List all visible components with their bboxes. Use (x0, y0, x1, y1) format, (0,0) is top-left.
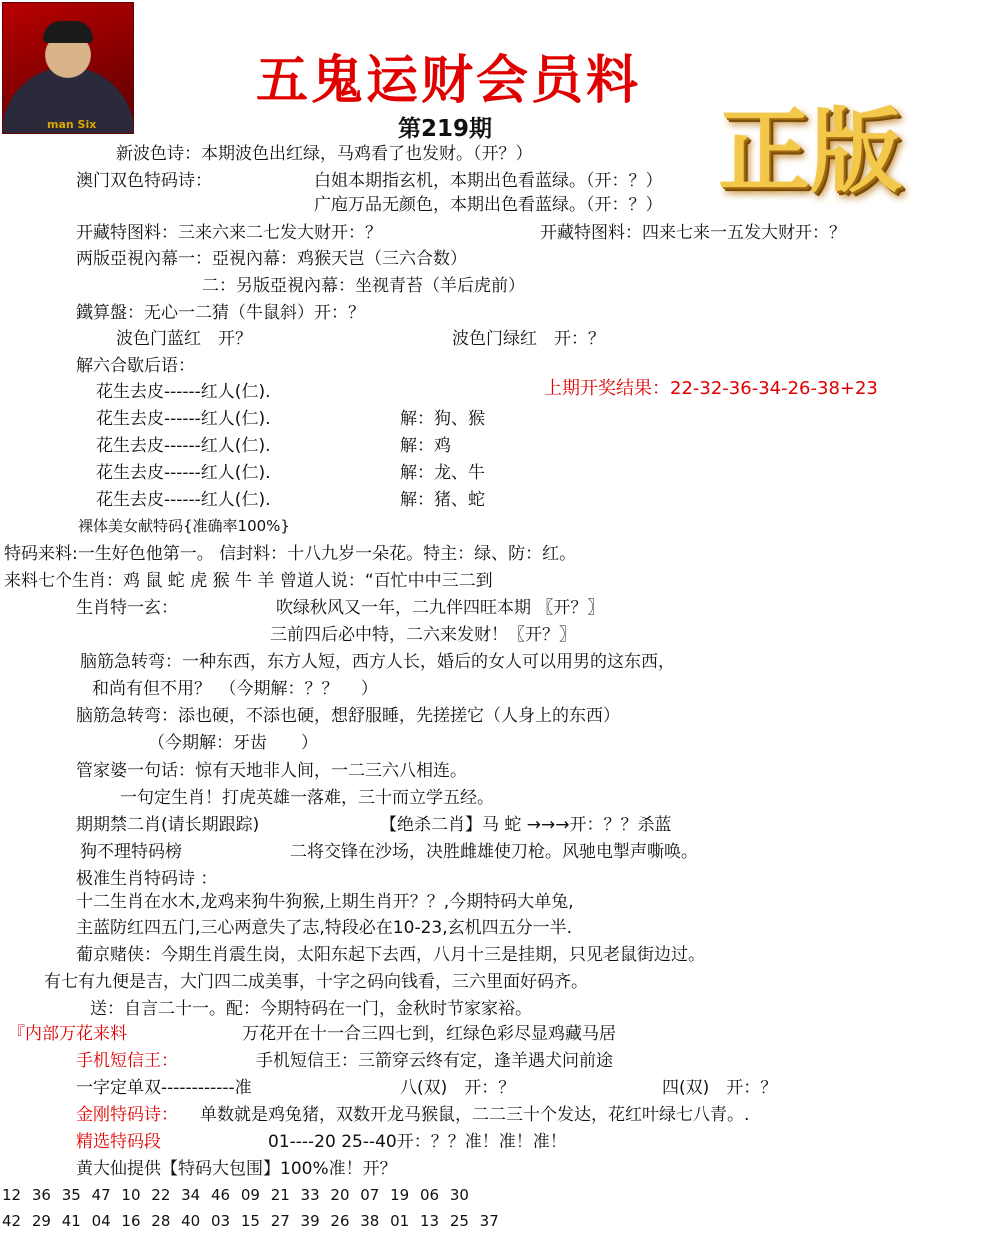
riddle-2-answer: 解：狗、猴 (400, 409, 485, 429)
macau-poem-label: 澳门双色特码诗： (76, 171, 212, 191)
riddle-2: 花生去皮------红人(仁). (96, 409, 271, 429)
atv-insider-2: 二：另版亞視內幕：坐视青苔（羊后虎前） (202, 276, 525, 296)
kill-two-zodiacs: 【绝杀二肖】马 蛇 →→→开：？？杀蓝 (380, 815, 672, 835)
vajra-poem-text: 单数就是鸡兔猪，双数开龙马猴鼠，二二三十个发达，花红叶绿七八青。. (200, 1105, 750, 1125)
accuracy-line: 裸体美女献特码{准确率100%} (78, 517, 290, 535)
number-row-1: 12 36 35 47 10 22 34 46 09 21 33 20 07 19 06 30 (2, 1186, 469, 1204)
riddle-3-answer: 解：鸡 (400, 436, 451, 456)
riddle-heading: 解六合歇后语： (76, 356, 195, 376)
odd-even-four: 四(双) 开：？ (662, 1078, 778, 1098)
macau-poem-line-2: 广庖万品无颜色，本期出色看蓝绿。（开：？） (314, 195, 663, 215)
goubuli-label: 狗不理特码榜 (80, 842, 182, 862)
riddle-5: 花生去皮------红人(仁). (96, 490, 271, 510)
wave-color-poem: 新波色诗：本期波色出红绿，马鸡看了也发财。（开？） (116, 144, 533, 164)
riddle-1: 花生去皮------红人(仁). (96, 382, 271, 402)
sms-king-text: 手机短信王：三箭穿云终有定，逢羊遇犬问前途 (256, 1051, 613, 1071)
brain-teaser-1: 脑筋急转弯：一种东西，东方人短，西方人长，婚后的女人可以用男的这东西， (80, 652, 675, 672)
lisboa-gambler-1: 葡京赌侠：今期生肖震生岗，太阳东起下去西，八月十三是挂期，只见老鼠街边过。 (76, 945, 705, 965)
riddle-5-answer: 解：猪、蛇 (400, 490, 485, 510)
zodiac-mystery-line-2: 三前四后必中特，二六来发财！〖开？〗 (270, 625, 576, 645)
vajra-poem-label: 金刚特码诗： (76, 1105, 178, 1125)
gift-line: 送：自言二十一。配：今期特码在一门，金秋时节家家裕。 (90, 999, 532, 1019)
brain-teaser-2: 脑筋急转弯：添也硬，不添也硬，想舒服睡，先搓搓它（人身上的东西） (76, 706, 620, 726)
wong-tai-sin-line: 黄大仙提供【特码大包围】100%准！开？ (76, 1159, 397, 1179)
zodiac-mystery-line-1: 吹绿秋风又一年，二九伴四旺本期 〖开？〗 (276, 598, 605, 618)
zodiac-mystery-label: 生肖特一玄： (76, 598, 178, 618)
portrait-brand: man Six (47, 118, 97, 131)
special-chart-2: 开藏特图料：四来七来一五发大财开：？ (540, 223, 846, 243)
odd-even-eight: 八(双) 开：？ (400, 1078, 516, 1098)
riddle-3: 花生去皮------红人(仁). (96, 436, 271, 456)
selected-range-text: 01----20 25--40开：？？准！准！准！ (268, 1132, 567, 1152)
sms-king-label: 手机短信王： (76, 1051, 178, 1071)
portrait-hair (43, 21, 93, 43)
seven-zodiacs: 来料七个生肖：鸡 鼠 蛇 虎 猴 牛 羊 曾道人说：“百忙中中三二到 (4, 571, 493, 591)
wave-green-red: 波色门绿红 开：？ (452, 329, 605, 349)
selected-range-label: 精选特码段 (76, 1132, 161, 1152)
macau-poem-line-1: 白姐本期指玄机，本期出色看蓝绿。（开：？） (314, 171, 663, 191)
odd-even-label: 一字定单双------------准 (76, 1078, 252, 1098)
housekeeper-saying: 管家婆一句话：惊有天地非人间，一二三六八相连。 (76, 761, 467, 781)
banned-zodiacs-label: 期期禁二肖(请长期跟踪) (76, 815, 260, 835)
riddle-4: 花生去皮------红人(仁). (96, 463, 271, 483)
last-draw-result: 上期开奖结果：22-32-36-34-26-38+23 (544, 378, 878, 399)
precise-zodiac-heading: 极准生肖特码诗 ： (76, 869, 218, 889)
one-zodiac-line: 一句定生肖！打虎英雄一落难，三十而立学五经。 (120, 788, 494, 808)
page-title: 五鬼运财会员料 (256, 50, 642, 111)
precise-zodiac-line-1: 十二生肖在水木,龙鸡来狗牛狗猴,上期生肖开？？,今期特码大单兔, (76, 892, 574, 912)
goubuli-poem: 二将交锋在沙场，决胜雌雄使刀枪。风驰电掣声嘶唤。 (290, 842, 698, 862)
iron-abacus: 鐵算盤：无心一二猜（牛鼠斜）开：？ (76, 303, 365, 323)
authentic-stamp: 正版 (718, 97, 903, 205)
brain-teaser-1-answer: 和尚有但不用？ （今期解：？？ ） (92, 679, 378, 699)
internal-wanhua-label: 『内部万花来料 (8, 1024, 127, 1044)
special-chart-1: 开藏特图料：三来六来二七发大财开：？ (76, 223, 382, 243)
precise-zodiac-line-2: 主蓝防红四五门,三心两意失了志,特段必在10-23,玄机四五分一半. (76, 918, 573, 938)
portrait-image (2, 2, 134, 134)
lisboa-gambler-2: 有七有九便是吉，大门四二成美事，十字之码向钱看，三六里面好码齐。 (44, 972, 588, 992)
brain-teaser-2-answer: （今期解：牙齿 ） (148, 733, 318, 753)
special-source: 特码来料:一生好色他第一。 信封料：十八九岁一朵花。特主：绿、防：红。 (4, 544, 577, 564)
riddle-4-answer: 解：龙、牛 (400, 463, 485, 483)
wave-blue-red: 波色门蓝红 开？ (116, 329, 252, 349)
atv-insider-1: 两版亞視內幕一：亞視內幕：鸡猴天岂（三六合数） (76, 249, 467, 269)
internal-wanhua-text: 万花开在十一合三四七到，红绿色彩尽显鸡藏马居 (242, 1024, 616, 1044)
issue-number: 第219期 (398, 116, 493, 142)
number-row-2: 42 29 41 04 16 28 40 03 15 27 39 26 38 01 13 25 37 (2, 1212, 499, 1230)
